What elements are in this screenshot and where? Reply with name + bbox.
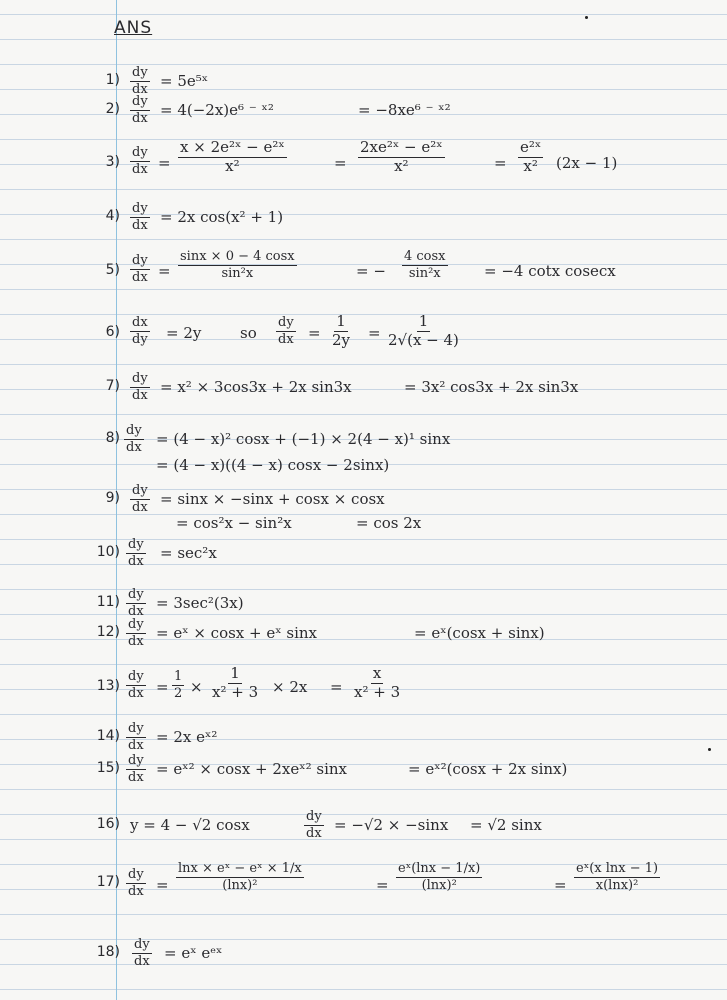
so-word: so: [240, 324, 257, 342]
frac-num: x: [372, 664, 382, 682]
fraction-factored: [516, 140, 545, 175]
frac-den: dy: [132, 331, 148, 347]
frac-den: dx: [132, 161, 148, 177]
derivative-label: [302, 810, 326, 840]
answer-expression: = 2y: [166, 324, 202, 342]
answer-simplified: = 3x² cos3x + 2x sin3x: [404, 378, 579, 396]
answer-expression: = x² × 3cos3x + 2x sin3x: [160, 378, 352, 396]
answer-expression: = 4(−2x)e⁶ ⁻ ˣ²: [160, 101, 274, 119]
derivative-label: [124, 618, 148, 648]
answer-expression: = 5e⁵ˣ: [160, 72, 209, 90]
answer-number: 13): [96, 678, 120, 694]
answer-expression: = sec²x: [160, 544, 217, 562]
chain-factor: × 2x: [272, 678, 308, 696]
frac-num: dy: [134, 937, 150, 952]
pen-mark: [708, 748, 711, 751]
answer-number: 12): [96, 624, 120, 640]
equals-sign: =: [330, 678, 343, 696]
derivative-label: [124, 670, 148, 700]
frac-den: (lnx)²: [421, 877, 457, 893]
frac-num: dy: [126, 423, 142, 438]
answer-number: 15): [96, 760, 120, 776]
frac-den: 2√(x − 4): [388, 330, 459, 349]
frac-num: eˣ(lnx − 1/x): [398, 861, 481, 876]
frac-num: dy: [128, 867, 144, 882]
frac-num: 2xe²ˣ − e²ˣ: [360, 138, 443, 156]
frac-num: dy: [278, 315, 294, 330]
fraction-final: [350, 666, 404, 701]
answer-number: 18): [96, 944, 120, 960]
derivative-label: [128, 484, 152, 514]
frac-num: dy: [128, 587, 144, 602]
equals-sign: =: [156, 678, 169, 696]
fraction-half: [170, 670, 186, 700]
frac-num: dy: [132, 483, 148, 498]
function-definition: y = 4 − √2 cosx: [130, 816, 250, 834]
equals-sign: =: [334, 154, 347, 172]
equals-sign: =: [158, 154, 171, 172]
frac-den: dx: [132, 499, 148, 515]
frac-num: dy: [128, 753, 144, 768]
answer-simplified: = √2 sinx: [470, 816, 542, 834]
equals-sign: =: [156, 876, 169, 894]
frac-den: dx: [134, 953, 150, 969]
frac-num: dy: [306, 809, 322, 824]
derivative-label: [128, 254, 152, 284]
fraction-quotient-rule: [176, 140, 289, 175]
answer-simplified: = eˣ(cosx + sinx): [414, 624, 545, 642]
frac-den: x²: [523, 156, 538, 175]
frac-den: (lnx)²: [222, 877, 258, 893]
frac-num: 1: [230, 664, 240, 682]
frac-num: 1: [174, 669, 183, 684]
derivative-label: [124, 722, 148, 752]
frac-den: dx: [128, 883, 144, 899]
frac-den: dx: [128, 603, 144, 619]
answer-simplified: = −8xe⁶ ⁻ ˣ²: [358, 101, 451, 119]
answer-number: 4): [105, 208, 120, 224]
answer-simplified: = cos²x − sin²x: [176, 514, 292, 532]
frac-num: 4 cosx: [404, 249, 446, 264]
answer-number: 9): [105, 490, 120, 506]
equals-minus: = −: [356, 262, 386, 280]
equals-sign: =: [376, 876, 389, 894]
derivative-label: [124, 754, 148, 784]
frac-den: x(lnx)²: [595, 877, 639, 893]
answer-expression: = eˣ × cosx + eˣ sinx: [156, 624, 317, 642]
equals-sign: =: [494, 154, 507, 172]
answer-expression: = (4 − x)² cosx + (−1) × 2(4 − x)¹ sinx: [156, 430, 451, 448]
frac-den: x² + 3: [354, 682, 401, 701]
frac-den: x² + 3: [212, 682, 259, 701]
fraction-factored: [394, 862, 484, 892]
frac-num: lnx × eˣ − eˣ × 1/x: [178, 861, 302, 876]
frac-num: dy: [132, 253, 148, 268]
frac-num: dy: [128, 617, 144, 632]
answer-expression: = −√2 × −sinx: [334, 816, 449, 834]
page-title: ANS: [114, 18, 153, 38]
frac-den: x²: [225, 156, 240, 175]
frac-den: dx: [128, 553, 144, 569]
answer-expression: = eˣ² × cosx + 2xeˣ² sinx: [156, 760, 348, 778]
fraction-final: [384, 314, 463, 349]
frac-num: x × 2e²ˣ − e²ˣ: [180, 138, 285, 156]
derivative-label: [124, 868, 148, 898]
fraction-quotient-rule: [174, 862, 306, 892]
answer-number: 5): [105, 262, 120, 278]
frac-den: dx: [132, 217, 148, 233]
frac-num: e²ˣ: [520, 138, 542, 156]
fraction-simplified: [400, 250, 450, 280]
frac-num: 1: [418, 312, 429, 330]
answer-number: 17): [96, 874, 120, 890]
pen-mark: [585, 16, 588, 19]
derivative-label: [124, 538, 148, 568]
frac-num: dy: [132, 201, 148, 216]
frac-den: dx: [132, 110, 148, 126]
frac-den: dx: [132, 387, 148, 403]
frac-num: dy: [128, 537, 144, 552]
derivative-label: [128, 202, 152, 232]
derivative-label: [128, 66, 152, 96]
derivative-label: [124, 588, 148, 618]
answer-expression: = sinx × −sinx + cosx × cosx: [160, 490, 385, 508]
frac-num: dy: [132, 145, 148, 160]
derivative-label: [274, 316, 298, 346]
frac-num: dy: [132, 65, 148, 80]
answer-number: 14): [96, 728, 120, 744]
frac-den: x²: [394, 156, 409, 175]
frac-den: dx: [128, 737, 144, 753]
frac-den: dx: [132, 81, 148, 97]
derivative-label-dxdy: [128, 316, 152, 346]
answer-simplified: = eˣ²(cosx + 2x sinx): [408, 760, 568, 778]
frac-num: dy: [128, 721, 144, 736]
answer-simplified: = (4 − x)((4 − x) cosx − 2sinx): [156, 456, 390, 474]
frac-den: dx: [128, 685, 144, 701]
frac-den: dx: [128, 633, 144, 649]
frac-den: sin²x: [408, 265, 441, 281]
frac-den: dx: [132, 269, 148, 285]
answer-number: 8): [105, 430, 120, 446]
answer-expression: = eˣ eᵉˣ: [164, 944, 223, 962]
fraction-chain-term: [208, 666, 262, 701]
fraction-reciprocal: [328, 314, 354, 349]
answer-number: 6): [105, 324, 120, 340]
frac-den: dx: [278, 331, 294, 347]
frac-num: dy: [132, 94, 148, 109]
answer-number: 16): [96, 816, 120, 832]
derivative-label: [128, 146, 152, 176]
answer-expression: = 2x eˣ²: [156, 728, 218, 746]
answer-expression: = 3sec²(3x): [156, 594, 244, 612]
derivative-label: [130, 938, 154, 968]
equals-sign: =: [368, 324, 381, 342]
answer-number: 7): [105, 378, 120, 394]
frac-den: 2y: [332, 330, 351, 349]
answer-number: 2): [105, 101, 120, 117]
fraction-quotient-rule: [176, 250, 299, 280]
equals-sign: =: [308, 324, 321, 342]
frac-num: sinx × 0 − 4 cosx: [180, 249, 295, 264]
frac-num: dy: [128, 669, 144, 684]
frac-den: dx: [306, 825, 322, 841]
derivative-label: [128, 372, 152, 402]
derivative-label: [128, 95, 152, 125]
factor-term: (2x − 1): [556, 154, 618, 172]
frac-den: 2: [174, 685, 183, 701]
frac-num: eˣ(x lnx − 1): [576, 861, 659, 876]
answer-number: 3): [105, 154, 120, 170]
fraction-simplified: [356, 140, 447, 175]
answer-number: 1): [105, 72, 120, 88]
equals-sign: =: [554, 876, 567, 894]
times-sign: ×: [190, 678, 203, 696]
fraction-final: [572, 862, 662, 892]
answer-number: 10): [96, 544, 120, 560]
frac-num: dy: [132, 371, 148, 386]
frac-den: dx: [126, 439, 142, 455]
answer-number: 11): [96, 594, 120, 610]
equals-sign: =: [158, 262, 171, 280]
frac-num: dx: [132, 315, 148, 330]
frac-num: 1: [336, 312, 346, 330]
frac-den: sin²x: [221, 265, 254, 281]
answer-expression: = 2x cos(x² + 1): [160, 208, 284, 226]
frac-den: dx: [128, 769, 144, 785]
answer-final: = cos 2x: [356, 514, 422, 532]
answer-final: = −4 cotx cosecx: [484, 262, 616, 280]
derivative-label: [122, 424, 146, 454]
